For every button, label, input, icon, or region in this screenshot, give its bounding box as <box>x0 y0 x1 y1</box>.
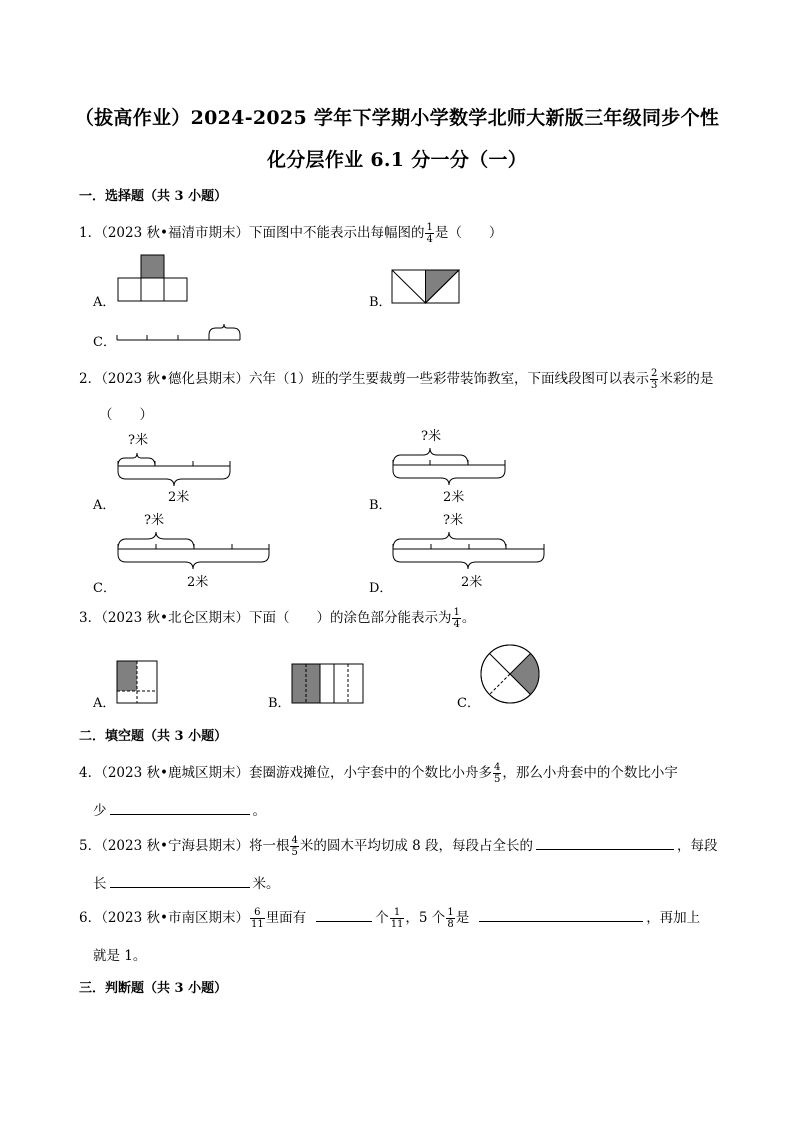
q2-a-question-label: ?米 <box>128 433 148 448</box>
q1-option-c-figure <box>116 321 244 343</box>
q1-option-b-label[interactable]: B． <box>369 295 392 310</box>
question-1 <box>79 221 502 245</box>
question-5 <box>79 834 718 858</box>
q1-option-b-figure <box>391 269 461 305</box>
q2-option-c-label[interactable]: C． <box>93 581 116 596</box>
q1-option-c-label[interactable]: C． <box>93 335 116 350</box>
q2-a-total-label: 2米 <box>168 490 190 505</box>
q2-option-c-figure <box>112 508 274 592</box>
q4-line2-post: 。 <box>252 803 266 819</box>
q4-text-pre: 4．（2023 秋•鹿城区期末）套圈游戏摊位，小宇套中的个数比小舟多 <box>79 765 492 781</box>
q6-answer-blank-2[interactable] <box>479 907 643 922</box>
q2-b-question-label: ?米 <box>421 429 441 444</box>
question-4 <box>79 761 678 785</box>
q1-text-pre: 1．（2023 秋•福清市期末）下面图中不能表示出每幅图的 <box>79 225 425 241</box>
q5-answer-blank-1[interactable] <box>536 835 674 850</box>
q6-text-1: 里面有 <box>265 910 307 926</box>
q5-text-post: ，每段 <box>677 838 718 854</box>
q2-text-post: 米彩的是 <box>659 371 714 387</box>
q1-a-shaded-square <box>141 255 164 278</box>
q4-answer-blank[interactable] <box>110 800 250 815</box>
question-6 <box>79 906 700 930</box>
q3-option-c-label[interactable]: C． <box>457 696 480 711</box>
question-6-line2: 就是 1。 <box>93 948 147 964</box>
q5-fraction: $\frac{4}{5}$ <box>291 835 298 858</box>
q2-option-a-figure <box>112 428 238 508</box>
q2-b-total-label: 2米 <box>443 490 465 505</box>
q2-c-question-label: ?米 <box>144 513 164 528</box>
q5-text-pre: 5．（2023 秋•宁海县期末）将一根 <box>79 838 290 854</box>
page-title-line2: 化分层作业 6.1 分一分（一） <box>266 149 528 171</box>
q2-option-b-figure <box>385 424 513 508</box>
q2-fraction: $\frac{2}{3}$ <box>651 368 658 391</box>
q1-option-a-figure <box>117 254 191 302</box>
q3-option-c-figure <box>479 643 541 705</box>
q6-text-4: 是 <box>455 910 470 926</box>
q2-answer-paren: （ ） <box>99 407 153 423</box>
q3-option-a-figure <box>116 660 160 706</box>
q2-d-question-label: ?米 <box>443 513 463 528</box>
q6-text-2: 个 <box>375 910 389 926</box>
q6-text-pre: 6．（2023 秋•市南区期末） <box>79 910 249 926</box>
page-title-line1: （拔高作业）2024-2025 学年下学期小学数学北师大新版三年级同步个性 <box>74 107 720 129</box>
question-5-line2 <box>93 872 280 892</box>
q5-line2-post: 米。 <box>252 876 280 892</box>
q1-option-a-label[interactable]: A． <box>93 295 116 310</box>
q5-line2-pre: 长 <box>93 876 107 892</box>
question-3 <box>79 606 475 630</box>
q3-option-a-label[interactable]: A． <box>93 696 116 711</box>
q4-fraction: $\frac{4}{5}$ <box>493 762 501 785</box>
q3-text-post: 。 <box>461 610 476 626</box>
q3-text-pre: 3．（2023 秋•北仑区期末）下面（ ）的涂色部分能表示为 <box>79 610 452 626</box>
q1-fraction: $\frac{1}{4}$ <box>426 222 433 245</box>
q2-d-total-label: 2米 <box>461 575 483 590</box>
q3-option-b-figure <box>291 663 365 705</box>
section-fill-heading: 二．填空题（共 3 小题） <box>79 729 228 744</box>
q4-line2-pre: 少 <box>93 803 107 819</box>
q5-answer-blank-2[interactable] <box>110 873 250 888</box>
q3-option-b-label[interactable]: B． <box>268 696 291 711</box>
q2-option-d-label[interactable]: D． <box>369 581 393 596</box>
q6-answer-blank-1[interactable] <box>316 907 372 922</box>
q2-c-total-label: 2米 <box>187 575 209 590</box>
question-4-line2 <box>93 799 266 819</box>
q6-text-5: ，再加上 <box>646 910 701 926</box>
section-judge-heading: 三．判断题（共 3 小题） <box>79 981 228 996</box>
q2-option-d-figure <box>385 508 547 592</box>
question-2 <box>79 367 713 391</box>
section-choice-heading: 一．选择题（共 3 小题） <box>79 189 228 204</box>
q2-option-b-label[interactable]: B． <box>369 498 392 513</box>
q6-fraction-3: $\frac{1}{8}$ <box>447 907 454 930</box>
q2-text-pre: 2．（2023 秋•德化县期末）六年（1）班的学生要裁剪一些彩带装饰教室，下面线段图可以表示 <box>79 371 650 387</box>
q4-text-post: ，那么小舟套中的个数比小宇 <box>502 765 678 781</box>
q3-a-shaded-part <box>117 661 137 691</box>
q5-text-mid: 米的圆木平均切成 8 段，每段占全长的 <box>299 838 533 854</box>
q6-fraction-1: $\frac{6}{11}$ <box>250 907 264 930</box>
q2-option-a-label[interactable]: A． <box>93 498 116 513</box>
q3-fraction: $\frac{1}{4}$ <box>453 607 460 630</box>
q6-text-3: ，5 个 <box>405 910 446 926</box>
q6-fraction-2: $\frac{1}{11}$ <box>390 907 404 930</box>
q1-text-post: 是（ ） <box>434 225 503 241</box>
